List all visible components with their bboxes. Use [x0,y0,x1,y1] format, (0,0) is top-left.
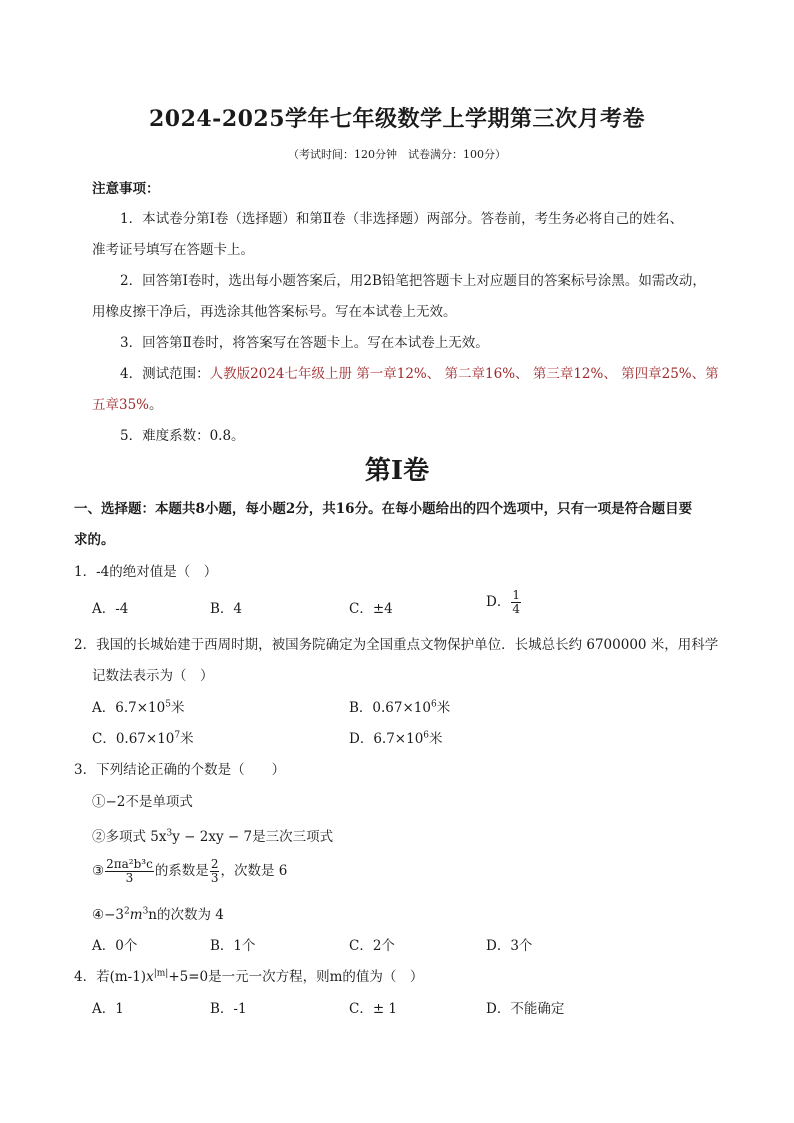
q2-c-exp: 7 [174,730,181,741]
note-4-scope-cont: 五章35% [92,397,150,413]
q2-b-base: B．0.67×10 [349,700,431,716]
exam-subtitle: （考试时间：120分钟 试卷满分：100分） [288,148,506,161]
q4-stem-exp: |m| [153,968,169,979]
q2-option-a [92,696,184,716]
q3-s3-mid: 的系数是 [154,863,209,879]
q2-stem-line-1: 2．我国的长城始建于西周时期，被国务院确定为全国重点文物保护单位．长城总长约 6700000 米，用科学 [74,637,719,653]
q1-option-d [486,589,522,616]
note-4-suffix: 。 [149,397,163,413]
q2-stem-line-2: 记数法表示为（ ） [92,668,214,684]
q2-d-exp: 6 [423,730,430,741]
q2-b-unit: 米 [436,700,451,716]
q3-statement-1: ①−2不是单项式 [92,794,193,810]
q4-option-d: D．不能确定 [486,1001,565,1017]
q4-stem-rest: +5=0是一元一次方程，则m的值为（ ） [168,969,424,985]
q2-a-unit: 米 [170,700,185,716]
q3-s3-fraction [105,858,154,885]
q1-option-a: A．-4 [92,601,129,617]
q1-option-d-prefix: D． [486,594,511,610]
fraction-denominator: 4 [512,602,520,616]
q3-stem: 3．下列结论正确的个数是（ ） [74,762,286,778]
q2-option-b [349,696,450,716]
q2-b-exp: 6 [430,699,437,710]
note-2-line-2: 用橡皮擦干净后，再选涂其他答案标号。写在本试卷上无效。 [92,304,457,320]
note-1-line-1: 1．本试卷分第Ⅰ卷（选择题）和第Ⅱ卷（非选择题）两部分。答卷前，考生务必将自己的姓名、 [120,211,684,227]
q3-s4-rest: n的次数为 4 [148,907,224,923]
q3-s2-exp: 3 [166,828,173,839]
q3-s3-tail: ，次数是 6 [220,863,288,879]
section-intro-line-2: 求的。 [74,532,115,548]
q1-option-b: B．4 [210,601,243,617]
q2-d-base: D．6.7×10 [349,731,424,747]
fraction-numerator: 1 [512,588,520,602]
q3-option-a: A．0个 [92,938,138,954]
q2-option-c [92,727,194,747]
q4-option-a: A．1 [92,1001,124,1017]
q3-s4-prefix: ④−3 [92,907,125,923]
q1-option-d-fraction [511,589,521,616]
q3-s2-rest: y − 2xy − 7是三次三项式 [172,829,334,845]
q2-a-base: A．6.7×10 [92,700,166,716]
exam-title: 2024-2025学年七年级数学上学期第三次月考卷 [148,106,646,132]
q3-statement-2 [92,825,333,845]
section-intro-line-1: 一、选择题：本题共8小题，每小题2分，共16分。在每小题给出的四个选项中，只有一项是符合题目要 [74,501,693,517]
q3-option-c: C．2个 [349,938,395,954]
q3-s4-exp1: 2 [124,906,130,917]
note-4-line-2 [92,393,163,413]
q1-option-c: C．±4 [349,601,393,617]
q4-stem-x: x [146,969,154,985]
q2-c-base: C．0.67×10 [92,731,175,747]
q4-stem [74,965,423,985]
q3-s4-exp2: 3 [142,906,149,917]
fraction-denominator: 3 [210,871,219,885]
q3-s3-prefix: ③ [92,863,105,879]
note-4-scope: 人教版2024七年级上册 第一章12%、 第二章16%、 第三章12%、 第四章25%、第 [209,366,719,382]
q1-stem: 1．-4的绝对值是（ ） [74,564,218,580]
q2-c-unit: 米 [180,731,194,747]
q4-option-b: B．-1 [210,1001,247,1017]
fraction-numerator: 2 [210,857,219,871]
q4-option-c: C．± 1 [349,1001,398,1017]
note-4-line-1 [120,362,719,382]
q3-s4-mid: m [129,907,143,923]
q2-option-d [349,727,443,747]
fraction-denominator: 3 [125,871,134,885]
note-1-line-2: 准考证号填写在答题卡上。 [92,242,254,258]
note-3: 3．回答第Ⅱ卷时，将答案写在答题卡上。写在本试卷上无效。 [120,335,489,351]
q4-stem-prefix: 4．若(m-1) [74,969,147,985]
q2-a-exp: 5 [165,699,171,710]
q3-s3-coef-fraction [210,858,220,885]
q3-option-b: B．1个 [210,938,256,954]
section-title: 第Ⅰ卷 [364,456,430,486]
note-4-prefix: 4．测试范围： [120,366,210,382]
notes-heading: 注意事项： [92,181,160,197]
q3-statement-3 [92,858,287,885]
note-2-line-1: 2．回答第Ⅰ卷时，选出每小题答案后，用2B铅笔把答题卡上对应题目的答案标号涂黑。如需改动， [120,273,706,289]
fraction-numerator: 2πa²b³c [106,857,153,871]
q3-s2-prefix: ②多项式 5x [92,829,167,845]
q2-d-unit: 米 [429,731,443,747]
q3-statement-4 [92,903,224,923]
note-5: 5．难度系数：0.8。 [120,428,245,444]
q3-option-d: D．3个 [486,938,533,954]
